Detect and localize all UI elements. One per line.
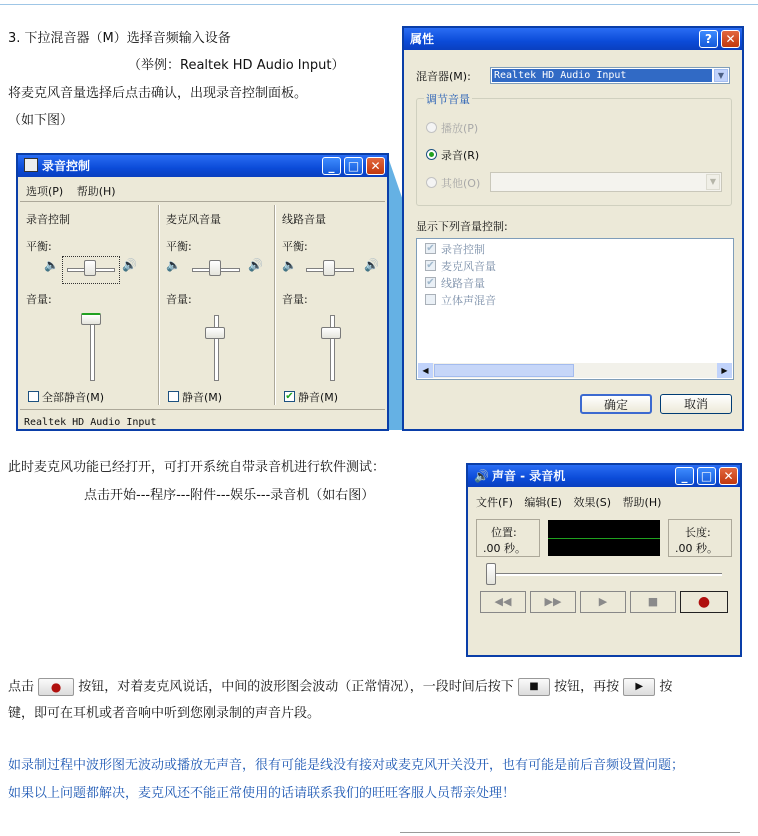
play-button[interactable]: ▶	[580, 591, 626, 613]
col-rec-balance-label: 平衡:	[26, 240, 52, 253]
instruction-line2: 键，即可在耳机或者音响中听到您刚录制的声音片段。	[8, 706, 321, 721]
list-item: 麦克风音量	[441, 260, 496, 273]
minimize-icon: _	[328, 159, 335, 173]
radio-other[interactable]	[426, 177, 437, 188]
left-speaker-icon: 🔈	[44, 258, 59, 272]
menu-options[interactable]: 选项(P)	[26, 185, 64, 198]
play-inline-icon: ▶	[623, 678, 655, 696]
right-speaker-icon: 🔊	[248, 258, 263, 272]
maximize-icon: □	[700, 469, 713, 483]
col-line-balance-label: 平衡:	[282, 240, 308, 253]
mute-all-checkbox[interactable]	[28, 391, 39, 402]
help-button[interactable]	[699, 30, 718, 48]
col-mic-volume-label: 音量:	[166, 293, 192, 306]
instruction-line1	[8, 678, 672, 696]
status-bar	[20, 409, 385, 428]
mute-all-label: 全部静音(M)	[42, 391, 105, 404]
instruction-part4: 按	[659, 679, 673, 695]
right-speaker-icon: 🔊	[364, 258, 379, 272]
recording-control-window	[16, 153, 389, 431]
menu-edit[interactable]: 编辑(E)	[524, 496, 562, 509]
column-separator	[158, 205, 160, 405]
radio-other-label: 其他(O)	[441, 177, 481, 190]
col-rec-volume-label: 音量:	[26, 293, 52, 306]
volume-thumb[interactable]	[81, 313, 101, 325]
chevron-down-icon: ▼	[706, 174, 720, 190]
col-line-header: 线路音量	[282, 213, 326, 226]
col-mic-header: 麦克风音量	[166, 213, 221, 226]
checkmark-icon: ✔	[426, 243, 435, 254]
recorder-app-icon: 🔊	[474, 469, 489, 483]
volume-thumb[interactable]	[205, 327, 225, 339]
cancel-button[interactable]: 取消	[660, 394, 732, 414]
right-speaker-icon: 🔊	[122, 258, 137, 272]
chevron-down-icon[interactable]: ▼	[714, 69, 728, 82]
scroll-right-icon[interactable]: ▶	[717, 363, 732, 378]
balance-thumb[interactable]	[323, 260, 335, 276]
length-label: 长度:	[685, 526, 711, 539]
menu-effects[interactable]: 效果(S)	[573, 496, 612, 509]
recorder-titlebar[interactable]	[468, 465, 740, 487]
checkmark-icon: ✔	[426, 260, 435, 271]
minimize-button[interactable]	[322, 157, 341, 175]
col-mic-balance-label: 平衡:	[166, 240, 192, 253]
position-label: 位置:	[491, 526, 517, 539]
record-button[interactable]: ●	[680, 591, 728, 613]
balance-thumb[interactable]	[84, 260, 96, 276]
radio-record-label: 录音(R)	[441, 149, 480, 162]
list-checkbox[interactable]	[425, 294, 436, 305]
select-mic-text: 将麦克风音量选择后点击确认，出现录音控制面板。	[8, 86, 308, 101]
sound-recorder-window	[466, 463, 742, 657]
volume-track	[214, 315, 219, 381]
left-speaker-icon: 🔈	[166, 258, 181, 272]
list-label: 显示下列音量控制:	[416, 220, 508, 233]
close-icon: ✕	[370, 159, 381, 173]
volume-thumb[interactable]	[321, 327, 341, 339]
mixer-select[interactable]	[490, 67, 730, 84]
instruction-part2: 按钮，对着麦克风说话，中间的波形图会波动（正常情况），一段时间后按下	[78, 679, 514, 695]
menu-separator	[20, 201, 385, 202]
note-line2: 如果以上问题都解决，麦克风还不能正常使用的话请联系我们的旺旺客服人员帮亲处理！	[8, 786, 516, 801]
close-button[interactable]	[721, 30, 740, 48]
close-icon: ✕	[723, 469, 734, 483]
waveform-line	[548, 538, 660, 539]
col-line-volume-label: 音量:	[282, 293, 308, 306]
position-box	[476, 519, 540, 557]
menu-help[interactable]: 帮助(H)	[76, 185, 116, 198]
waveform-display	[548, 520, 660, 556]
scroll-left-icon[interactable]: ◀	[418, 363, 433, 378]
line-mute-checkbox[interactable]	[284, 391, 295, 402]
mic-mute-label: 静音(M)	[182, 391, 223, 404]
seek-end-button[interactable]: ▶▶	[530, 591, 576, 613]
balance-slider-focus[interactable]	[62, 256, 120, 284]
instruction-part3: 按钮，再按	[554, 679, 620, 695]
minimize-button[interactable]	[675, 467, 694, 485]
list-checkbox[interactable]	[425, 277, 436, 288]
maximize-button[interactable]	[697, 467, 716, 485]
mic-mute-checkbox[interactable]	[168, 391, 179, 402]
bottom-divider	[400, 832, 740, 833]
checkmark-icon: ✔	[285, 391, 294, 402]
ok-button[interactable]: 确定	[580, 394, 652, 414]
length-value: .00 秒。	[675, 542, 718, 555]
line-mute-label: 静音(M)	[298, 391, 339, 404]
seek-start-button[interactable]: ◀◀	[480, 591, 526, 613]
minimize-icon: _	[681, 469, 688, 483]
properties-dialog	[402, 26, 744, 431]
example-text: （举例：Realtek HD Audio Input）	[128, 58, 345, 73]
menu-file[interactable]: 文件(F)	[476, 496, 513, 509]
rec-control-title: 录音控制	[42, 159, 91, 173]
rec-control-menubar	[26, 183, 116, 199]
speaker-app-icon	[24, 158, 38, 172]
stop-button[interactable]: ■	[630, 591, 676, 613]
list-item: 线路音量	[441, 277, 485, 290]
column-separator	[274, 205, 276, 405]
radio-selected-dot	[429, 152, 434, 157]
seek-track	[490, 573, 722, 576]
other-select[interactable]	[490, 172, 722, 192]
recorder-title: 声音 - 录音机	[491, 469, 566, 483]
left-speaker-icon: 🔈	[282, 258, 297, 272]
seek-thumb[interactable]	[486, 563, 496, 585]
close-button[interactable]	[366, 157, 385, 175]
checkmark-icon: ✔	[426, 277, 435, 288]
list-checkbox[interactable]	[425, 243, 436, 254]
radio-record[interactable]	[426, 149, 437, 160]
stop-inline-icon: ■	[518, 678, 550, 696]
length-box	[668, 519, 732, 557]
position-value: .00 秒。	[483, 542, 526, 555]
list-checkbox[interactable]	[425, 260, 436, 271]
recorder-menubar	[476, 494, 661, 510]
menu-help[interactable]: 帮助(H)	[622, 496, 662, 509]
radio-play[interactable]	[426, 122, 437, 133]
mixer-label: 混音器(M):	[416, 70, 471, 83]
instruction-part1: 点击	[8, 679, 35, 695]
maximize-icon: □	[347, 159, 360, 173]
step3-text: 3. 下拉混音器（M）选择音频输入设备	[8, 31, 231, 46]
maximize-button[interactable]	[344, 157, 363, 175]
note-line1: 如录制过程中波形图无波动或播放无声音，很有可能是线没有接对或麦克风开关没开，也有可能是前后音频设置问题；	[8, 758, 685, 773]
rec-control-titlebar[interactable]	[18, 155, 387, 177]
close-button[interactable]	[719, 467, 738, 485]
properties-title: 属性	[410, 32, 435, 46]
list-item: 立体声混音	[441, 294, 496, 307]
test-line2: 点击开始---程序---附件---娱乐---录音机（如右图）	[84, 488, 375, 503]
col-rec-header: 录音控制	[26, 213, 70, 226]
controls-list[interactable]	[416, 238, 734, 380]
see-below-text: （如下图）	[8, 113, 74, 128]
list-item: 录音控制	[441, 243, 485, 256]
question-icon: ?	[705, 32, 712, 46]
balance-thumb[interactable]	[209, 260, 221, 276]
volume-track	[330, 315, 335, 381]
properties-titlebar[interactable]	[404, 28, 742, 50]
radio-play-label: 播放(P)	[441, 122, 479, 135]
test-line1: 此时麦克风功能已经打开，可打开系统自带录音机进行软件测试：	[8, 460, 386, 475]
horizontal-scrollbar[interactable]	[418, 363, 732, 378]
volume-group-label: 调节音量	[426, 93, 470, 106]
status-text: Realtek HD Audio Input	[24, 417, 157, 428]
mixer-value: Realtek HD Audio Input	[492, 69, 712, 82]
record-inline-icon: ●	[38, 678, 74, 696]
scroll-thumb[interactable]	[434, 364, 574, 377]
close-icon: ✕	[725, 32, 736, 46]
